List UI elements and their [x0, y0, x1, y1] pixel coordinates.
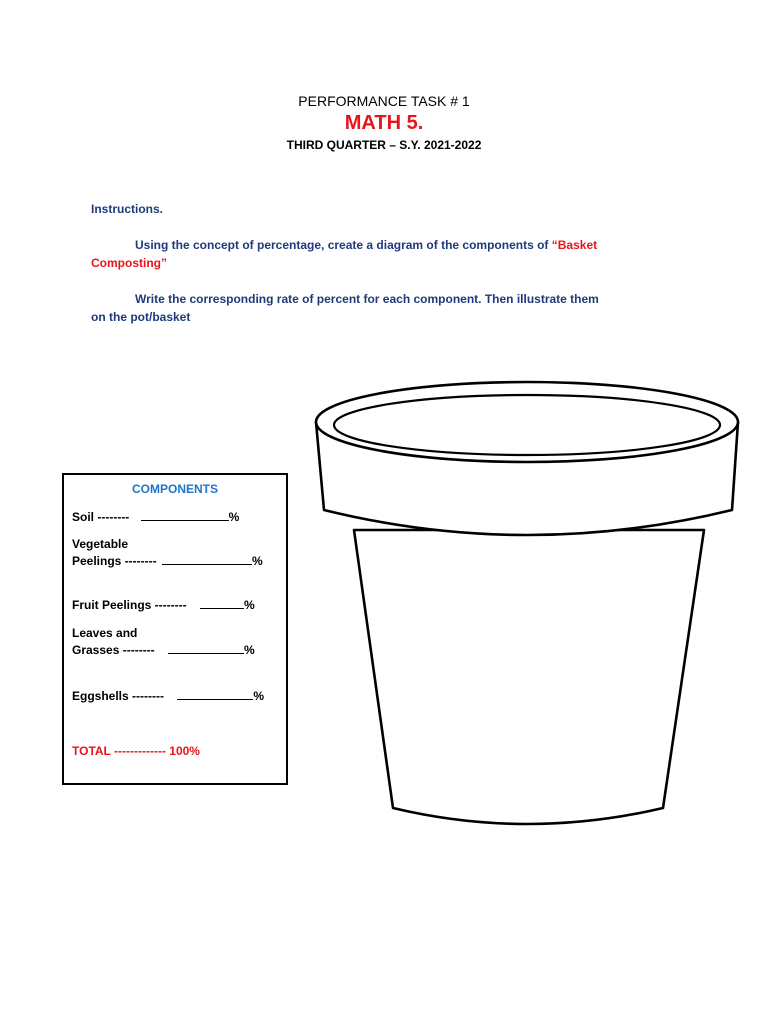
instructions-paragraph-2	[91, 290, 691, 326]
components-heading: COMPONENTS	[131, 482, 218, 496]
composting-highlight: Composting”	[91, 256, 167, 270]
soil-blank[interactable]	[141, 509, 229, 521]
soil-label: Soil --------	[72, 510, 130, 524]
instructions-p2-line2: on the pot/basket	[91, 310, 191, 324]
flower-pot-outline-icon	[312, 370, 742, 840]
eggshells-row	[72, 688, 264, 705]
vegetable-percent: %	[252, 554, 263, 568]
pot-body	[354, 530, 704, 824]
components-box	[62, 473, 288, 785]
vegetable-label-2: Peelings --------	[72, 554, 157, 568]
quarter-title: THIRD QUARTER – S.Y. 2021-2022	[286, 138, 482, 152]
fruit-label: Fruit Peelings --------	[72, 598, 187, 612]
instructions-paragraph-1	[91, 236, 691, 272]
leaves-blank[interactable]	[168, 642, 244, 654]
task-title: PERFORMANCE TASK # 1	[298, 93, 470, 109]
subject-title: MATH 5.	[344, 112, 424, 134]
instructions-p2-line1: Write the corresponding rate of percent for each component. Then illustrate them	[135, 292, 599, 306]
vegetable-label-1: Vegetable	[72, 537, 129, 551]
instructions-heading: Instructions.	[91, 202, 164, 216]
instructions-p1-text: Using the concept of percentage, create a diagram of the components of	[135, 238, 552, 252]
vegetable-row	[72, 536, 263, 570]
fruit-percent: %	[244, 598, 255, 612]
eggshells-blank[interactable]	[177, 688, 253, 700]
fruit-blank[interactable]	[200, 597, 244, 609]
eggshells-label: Eggshells --------	[72, 689, 164, 703]
pot-rim-inner	[334, 395, 720, 455]
leaves-row	[72, 625, 255, 659]
total-row: TOTAL ------------- 100%	[72, 744, 200, 758]
fruit-row	[72, 597, 255, 614]
leaves-percent: %	[244, 643, 255, 657]
basket-highlight: “Basket	[551, 238, 598, 252]
leaves-label-1: Leaves and	[72, 626, 138, 640]
vegetable-blank[interactable]	[162, 553, 252, 565]
leaves-label-2: Grasses --------	[72, 643, 155, 657]
soil-percent: %	[228, 510, 240, 524]
soil-row	[72, 509, 239, 526]
eggshells-percent: %	[253, 689, 265, 703]
